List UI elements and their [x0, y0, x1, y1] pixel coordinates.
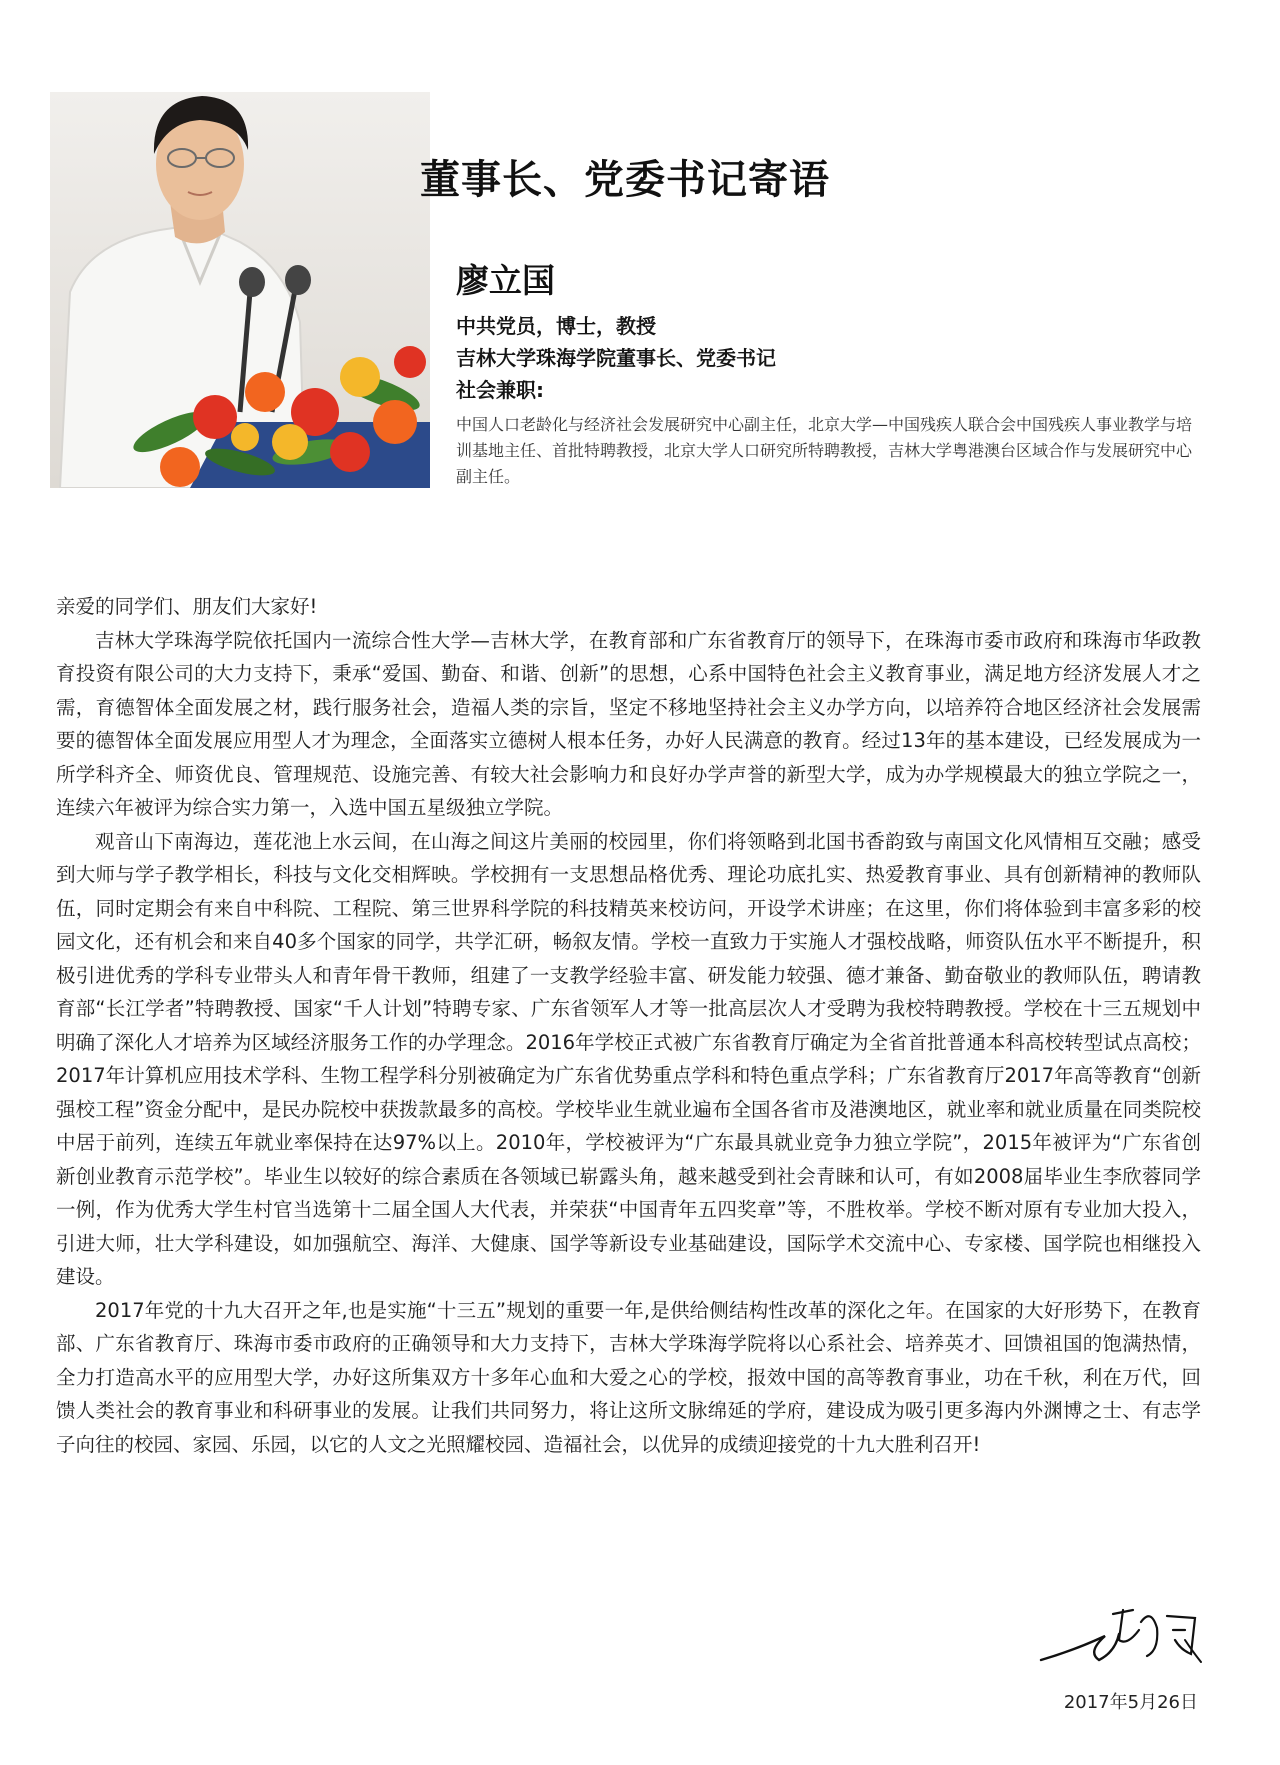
paragraph-1: 吉林大学珠海学院依托国内一流综合性大学—吉林大学，在教育部和广东省教育厅的领导下，在珠海市委市政府和珠海市华政教育投资有限公司的大力支持下，秉承“爱国、勤奋、和谐、创新”的思想，心系中国特色社会主义教育事业，满足地方经济发展人才之需，育德智体全面发展之材，践行服务社会，造福人类的宗旨，坚定不移地坚持社会主义办学方向，以培养符合地区经济社会发展需要的德智体全面发展应用型人才为理念，全面落实立德树人根本任务，办好人民满意的教育。经过13年的基本建设，已经发展成为一所学科齐全、师资优良、管理规范、设施完善、有较大社会影响力和良好办学声誉的新型大学，成为办学规模最大的独立学院之一，连续六年被评为综合实力第一，入选中国五星级独立学院。 [56, 628, 1201, 819]
letter-date: 2017年5月26日 [1063, 1692, 1198, 1713]
page-title: 董事长、党委书记寄语 [420, 157, 830, 203]
greeting: 亲爱的同学们、朋友们大家好! [56, 595, 318, 618]
portrait-photo [50, 92, 430, 488]
letter-body [56, 590, 1201, 1461]
credentials-block [456, 310, 1216, 406]
roles-label: 社会兼职: [456, 378, 544, 402]
signature [1035, 1600, 1205, 1672]
roles-text: 中国人口老龄化与经济社会发展研究中心副主任，北京大学—中国残疾人联合会中国残疾人事业教学与培训基地主任、首批特聘教授，北京大学人口研究所特聘教授，吉林大学粤港澳台区域合作与发展研究中心副主任。 [456, 415, 1193, 486]
paragraph-3: 2017年党的十九大召开之年,也是实施“十三五”规划的重要一年,是供给侧结构性改革的深化之年。在国家的大好形势下，在教育部、广东省教育厅、珠海市委市政府的正确领导和大力支持下，吉林大学珠海学院将以心系社会、培养英才、回馈祖国的饱满热情，全力打造高水平的应用型大学，办好这所集双方十多年心血和大爱之心的学校，报效中国的高等教育事业，功在千秋，利在万代，回馈人类社会的教育事业和科研事业的发展。让我们共同努力，将让这所文脉绵延的学府，建设成为吸引更多海内外渊博之士、有志学子向往的校园、家园、乐园，以它的人文之光照耀校园、造福社会，以优异的成绩迎接党的十九大胜利召开! [56, 1298, 1201, 1456]
paragraph-2: 观音山下南海边，莲花池上水云间，在山海之间这片美丽的校园里，你们将领略到北国书香韵致与南国文化风情相互交融；感受到大师与学子教学相长，科技与文化交相辉映。学校拥有一支思想品格优秀、理论功底扎实、热爱教育事业、具有创新精神的教师队伍，同时定期会有来自中科院、工程院、第三世界科学院的科技精英来校访问，开设学术讲座；在这里，你们将体验到丰富多彩的校园文化，还有机会和来自40多个国家的同学，共学汇研，畅叙友情。学校一直致力于实施人才强校战略，师资队伍水平不断提升，积极引进优秀的学科专业带头人和青年骨干教师，组建了一支教学经验丰富、研发能力较强、德才兼备、勤奋敬业的教师队伍，聘请教育部“长江学者”特聘教授、国家“千人计划”特聘专家、广东省领军人才等一批高层次人才受聘为我校特聘教授。学校在十三五规划中明确了深化人才培养为区域经济服务工作的办学理念。2016年学校正式被广东省教育厅确定为全省首批普通本科高校转型试点高校；2017年计算机应用技术学科、生物工程学科分别被确定为广东省优势重点学科和特色重点学科；广东省教育厅2017年高等教育“创新强校工程”资金分配中，是民办院校中获拨款最多的高校。学校毕业生就业遍布全国各省市及港澳地区，就业率和就业质量在同类院校中居于前列，连续五年就业率保持在达97%以上。2010年，学校被评为“广东最具就业竞争力独立学院”，2015年被评为“广东省创新创业教育示范学校”。毕业生以较好的综合素质在各领域已崭露头角，越来越受到社会青睐和认可，有如2008届毕业生李欣蓉同学一例，作为优秀大学生村官当选第十二届全国人大代表，并荣获“中国青年五四奖章”等，不胜枚举。学校不断对原有专业加大投入，引进大师，壮大学科建设，如加强航空、海洋、大健康、国学等新设专业基础建设，国际学术交流中心、专家楼、国学院也相继投入建设。 [56, 829, 1201, 1288]
position-line: 吉林大学珠海学院董事长、党委书记 [456, 346, 776, 370]
person-name: 廖立国 [456, 261, 555, 300]
credentials-line: 中共党员，博士，教授 [456, 314, 656, 338]
portrait-illustration [50, 92, 430, 488]
